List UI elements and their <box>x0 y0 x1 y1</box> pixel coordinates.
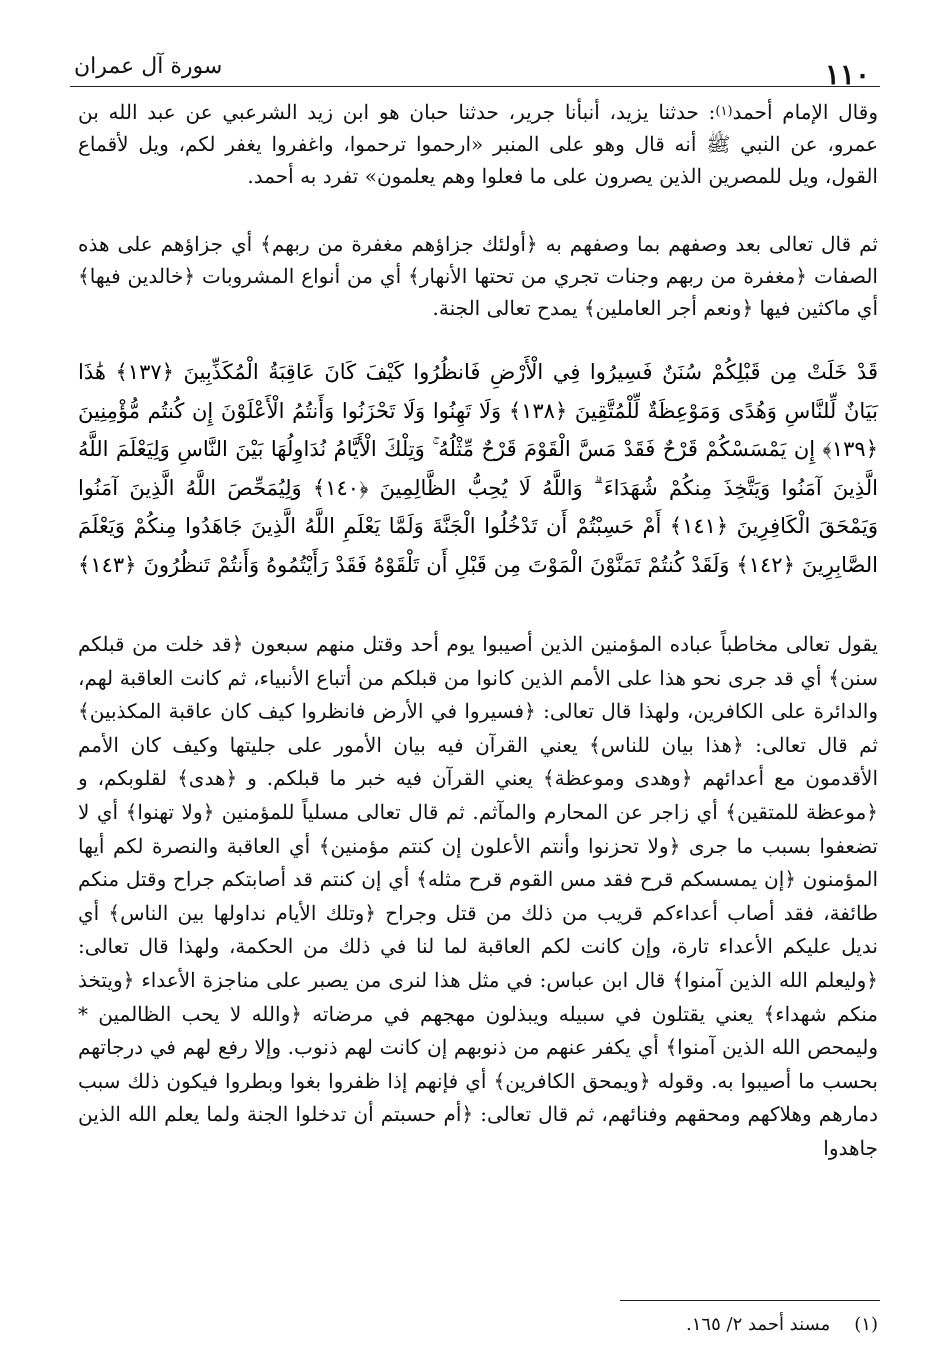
footnote-text: مسند أحمد ٢/ ١٦٥. <box>686 1314 831 1335</box>
quran-verses-text: قَدْ خَلَتْ مِن قَبْلِكُمْ سُنَنٌ فَسِيرُوا فِي الْأَرْضِ فَانظُرُوا كَيْفَ كَانَ عَاقِبَةُ الْمُكَذِّبِينَ ﴿١٣٧﴾ هَٰذَا بَيَانٌ لِّلنَّاسِ وَهُدًى وَمَوْعِظَةٌ لِّلْمُتَّقِينَ ﴿١٣٨﴾ وَلَا تَهِنُوا وَلَا تَحْزَنُوا وَأَنتُمُ الْأَعْلَوْنَ إِن كُنتُم مُّؤْمِنِينَ ﴿١٣٩﴾ إِن يَمْسَسْكُمْ قَرْحٌ فَقَدْ مَسَّ الْقَوْمَ قَرْحٌ مِّثْلُهُ ۚ وَتِلْكَ الْأَيَّامُ نُدَاوِلُهَا بَيْنَ النَّاسِ وَلِيَعْلَمَ اللَّهُ الَّذِينَ آمَنُوا وَيَتَّخِذَ مِنكُمْ شُهَدَاءَ ۗ وَاللَّهُ لَا يُحِبُّ الظَّالِمِينَ ﴿١٤٠﴾ وَلِيُمَحِّصَ اللَّهُ الَّذِينَ آمَنُوا وَيَمْحَقَ الْكَافِرِينَ ﴿١٤١﴾ أَمْ حَسِبْتُمْ أَن تَدْخُلُوا الْجَنَّةَ وَلَمَّا يَعْلَمِ اللَّهُ الَّذِينَ جَاهَدُوا مِنكُمْ وَيَعْلَمَ الصَّابِرِينَ ﴿١٤٢﴾ وَلَقَدْ كُنتُمْ تَمَنَّوْنَ الْمَوْتَ مِن قَبْلِ أَن تَلْقَوْهُ فَقَدْ رَأَيْتُمُوهُ وَأَنتُمْ تَنظُرُونَ ﴿١٤٣﴾ <box>78 360 879 577</box>
paragraph-commentary <box>78 228 878 324</box>
paragraph-text-start: وقال الإمام أحمد <box>732 100 878 124</box>
header-divider <box>70 86 880 87</box>
footnote-number: (١) <box>854 1314 878 1335</box>
surah-title: سورة آل عمران <box>74 54 223 79</box>
footnote <box>78 1314 878 1335</box>
tafsir-paragraph <box>78 628 878 1166</box>
paragraph-hadith <box>78 96 878 192</box>
paragraph-text: ثم قال تعالى بعد وصفهم بما وصفهم به ﴿أولئك جزاؤهم مغفرة من ربهم﴾ أي جزاؤهم على هذه الصفات ﴿مغفرة من ربهم وجنات تجري من تحتها الأنهار﴾ أي من أنواع المشروبات ﴿خالدين فيها﴾ أي ماكثين فيها ﴿ونعم أجر العاملين﴾ يمدح تعالى الجنة. <box>78 232 878 320</box>
footnote-divider <box>620 1300 880 1301</box>
footnote-reference: (١) <box>715 104 733 119</box>
quran-verses-block <box>78 353 878 584</box>
tafsir-text: يقول تعالى مخاطباً عباده المؤمنين الذين أصيبوا يوم أحد وقتل منهم سبعون ﴿قد خلت من قبلكم سنن﴾ أي قد جرى نحو هذا على الأمم الذين كانوا من قبلكم من أتباع الأنبياء، ثم كانت العاقبة لهم، والدائرة على الكافرين، ولهذا قال تعالى: ﴿فسيروا في الأرض فانظروا كيف كان عاقبة المكذبين﴾ ثم قال تعالى: ﴿هذا بيان للناس﴾ يعني القرآن فيه بيان الأمور على جليتها وكيف كان الأمم الأقدمون مع أعدائهم ﴿وهدى وموعظة﴾ يعني القرآن فيه خبر ما قبلكم. و ﴿هدى﴾ لقلوبكم، و ﴿موعظة للمتقين﴾ أي زاجر عن المحارم والمآثم. ثم قال تعالى مسلياً للمؤمنين ﴿ولا تهنوا﴾ أي لا تضعفوا بسبب ما جرى ﴿ولا تحزنوا وأنتم الأعلون إن كنتم مؤمنين﴾ أي العاقبة والنصرة لكم أيها المؤمنون ﴿إن يمسسكم قرح فقد مس القوم قرح مثله﴾ أي إن كنتم قد أصابتكم جراح وقتل منكم طائفة، فقد أصاب أعداءكم قريب من ذلك من قتل وجراح ﴿وتلك الأيام نداولها بين الناس﴾ أي نديل عليكم الأعداء تارة، وإن كانت لكم العاقبة لما لنا في ذلك من الحكمة، ولهذا قال تعالى: ﴿وليعلم الله الذين آمنوا﴾ قال ابن عباس: في مثل هذا لنرى من يصبر على مناجزة الأعداء ﴿ويتخذ منكم شهداء﴾ يعني يقتلون في سبيله ويبذلون مهجهم في مرضاته ﴿والله لا يحب الظالمين * وليمحص الله الذين آمنوا﴾ أي يكفر عنهم من ذنوبهم إن كانت لهم ذنوب. وإلا رفع لهم في درجاتهم بحسب ما أصيبوا به. وقوله ﴿ويمحق الكافرين﴾ أي فإنهم إذا ظفروا بغوا وبطروا فيكون ذلك سبب دمارهم وهلاكهم ومحقهم وفنائهم، ثم قال تعالى: ﴿أم حسبتم أن تدخلوا الجنة ولما يعلم الله الذين جاهدوا <box>78 632 878 1160</box>
paragraph-text-rest: : حدثنا يزيد، أنبأنا جرير، حدثنا حبان هو ابن زيد الشرعبي عن عبد الله بن عمرو، عن النبي ﷺ أنه قال وهو على المنبر «ارحموا ترحموا، واغفروا يغفر لكم، ويل لأقماع القول، ويل للمصرين الذين يصرون على ما فعلوا وهم يعلمون» تفرد به أحمد. <box>78 100 878 188</box>
page-number: ١١٠ <box>824 58 870 91</box>
page-header <box>70 52 870 96</box>
